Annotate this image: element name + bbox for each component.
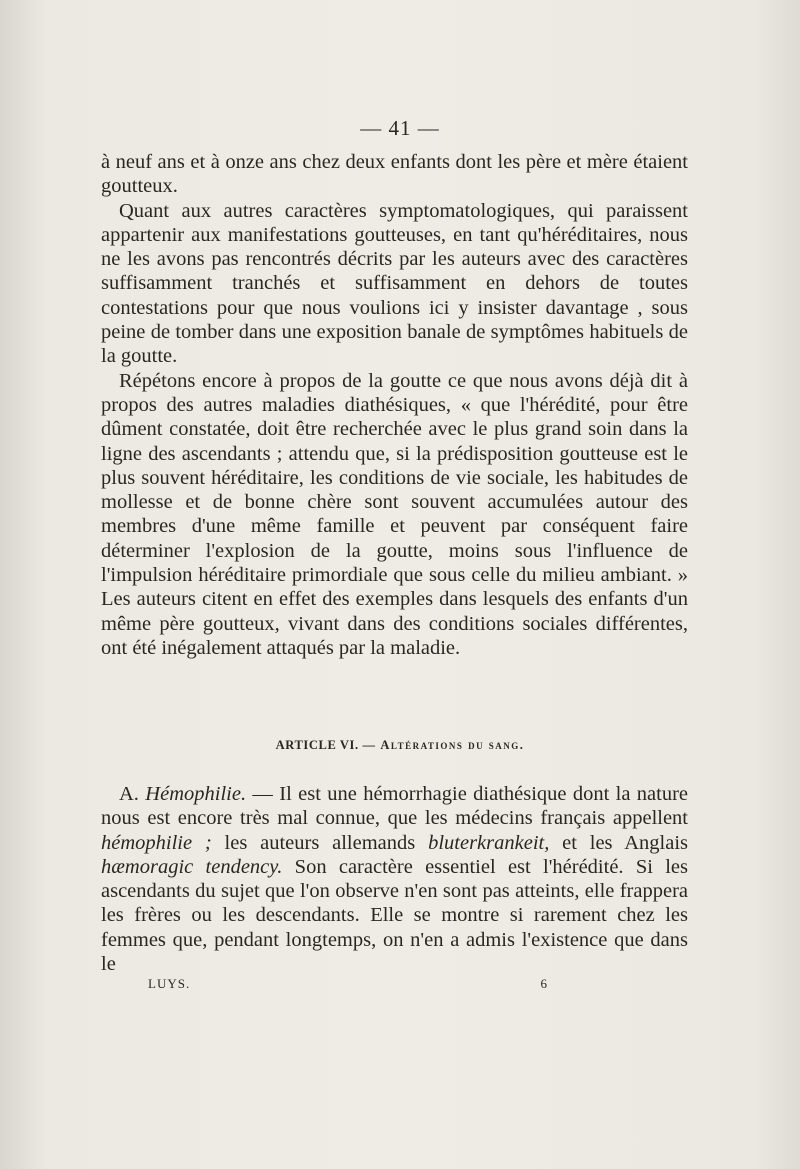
- body-text-top: [101, 150, 688, 660]
- text-run: et les Anglais: [549, 831, 688, 854]
- paragraph: Répétons encore à propos de la goutte ce que nous avons déjà dit à propos des autres maladies diathésiques, « que l'hérédité, pour être dûment constatée, doit être recherchée avec le plus grand soin dans la ligne des ascendants ; attendu que, si la prédisposition goutteuse est le plus souvent héréditaire, les conditions de vie sociale, les habitudes de mollesse et de bonne chère sont souvent accumulées autour des membres d'une même famille et peuvent par conséquent faire déterminer l'explosion de la goutte, moins sous l'influence de l'impulsion héréditaire primordiale que sous celle du milieu ambiant. » Les auteurs citent en effet des exemples dans lesquels des enfants d'un même père goutteux, vivant dans des conditions sociales différentes, ont été inégalement attaqués par la maladie.: [101, 369, 688, 659]
- term-french: hémophilie ;: [101, 831, 212, 854]
- section-title: Hémophilie.: [145, 783, 247, 805]
- term-english: hæmoragic tendency.: [101, 855, 283, 878]
- text-run: Son caractère essentiel est l'hérédité. Si les ascendants du sujet que l'on observe n'en sont pas atteints, elle frappera les frères ou les descendants. Elle se montre si rarement chez les femmes que, pendant longtemps, on n'en a admis l'existence que dans le: [101, 855, 688, 976]
- paragraph: Quant aux autres caractères symptomatologiques, qui paraissent appartenir aux manifestations goutteuses, en tant qu'héréditaires, nous ne les avons pas rencontrés décrits par les auteurs avec des caractères suffisamment tranchés et suffisamment en dehors de toutes contestations pour que nous voulions ici y insister davantage , sous peine de tomber dans une exposition banale de symptômes habituels de la goutte.: [101, 199, 688, 368]
- term-german: bluterkrankeit,: [428, 831, 550, 854]
- paragraph-hemophilie: [101, 782, 688, 976]
- body-text-section-a: [101, 782, 688, 976]
- page-footer: [148, 976, 548, 992]
- paragraph: à neuf ans et à onze ans chez deux enfants dont les père et mère étaient goutteux.: [101, 151, 688, 198]
- article-title: — Altérations du sang.: [362, 738, 525, 752]
- page-number: — 41 —: [360, 116, 440, 140]
- section-marker: A.: [119, 783, 139, 805]
- signature-number: 6: [540, 976, 548, 991]
- text-run: — Il est une hémorrhagie diathésique dont la nature nous est encore très mal connue, que les médecins français appellent: [101, 783, 689, 830]
- article-label: ARTICLE VI.: [275, 738, 359, 752]
- author-signature: LUYS.: [148, 976, 191, 991]
- article-heading: [0, 738, 800, 753]
- text-run: les auteurs allemands: [211, 831, 429, 854]
